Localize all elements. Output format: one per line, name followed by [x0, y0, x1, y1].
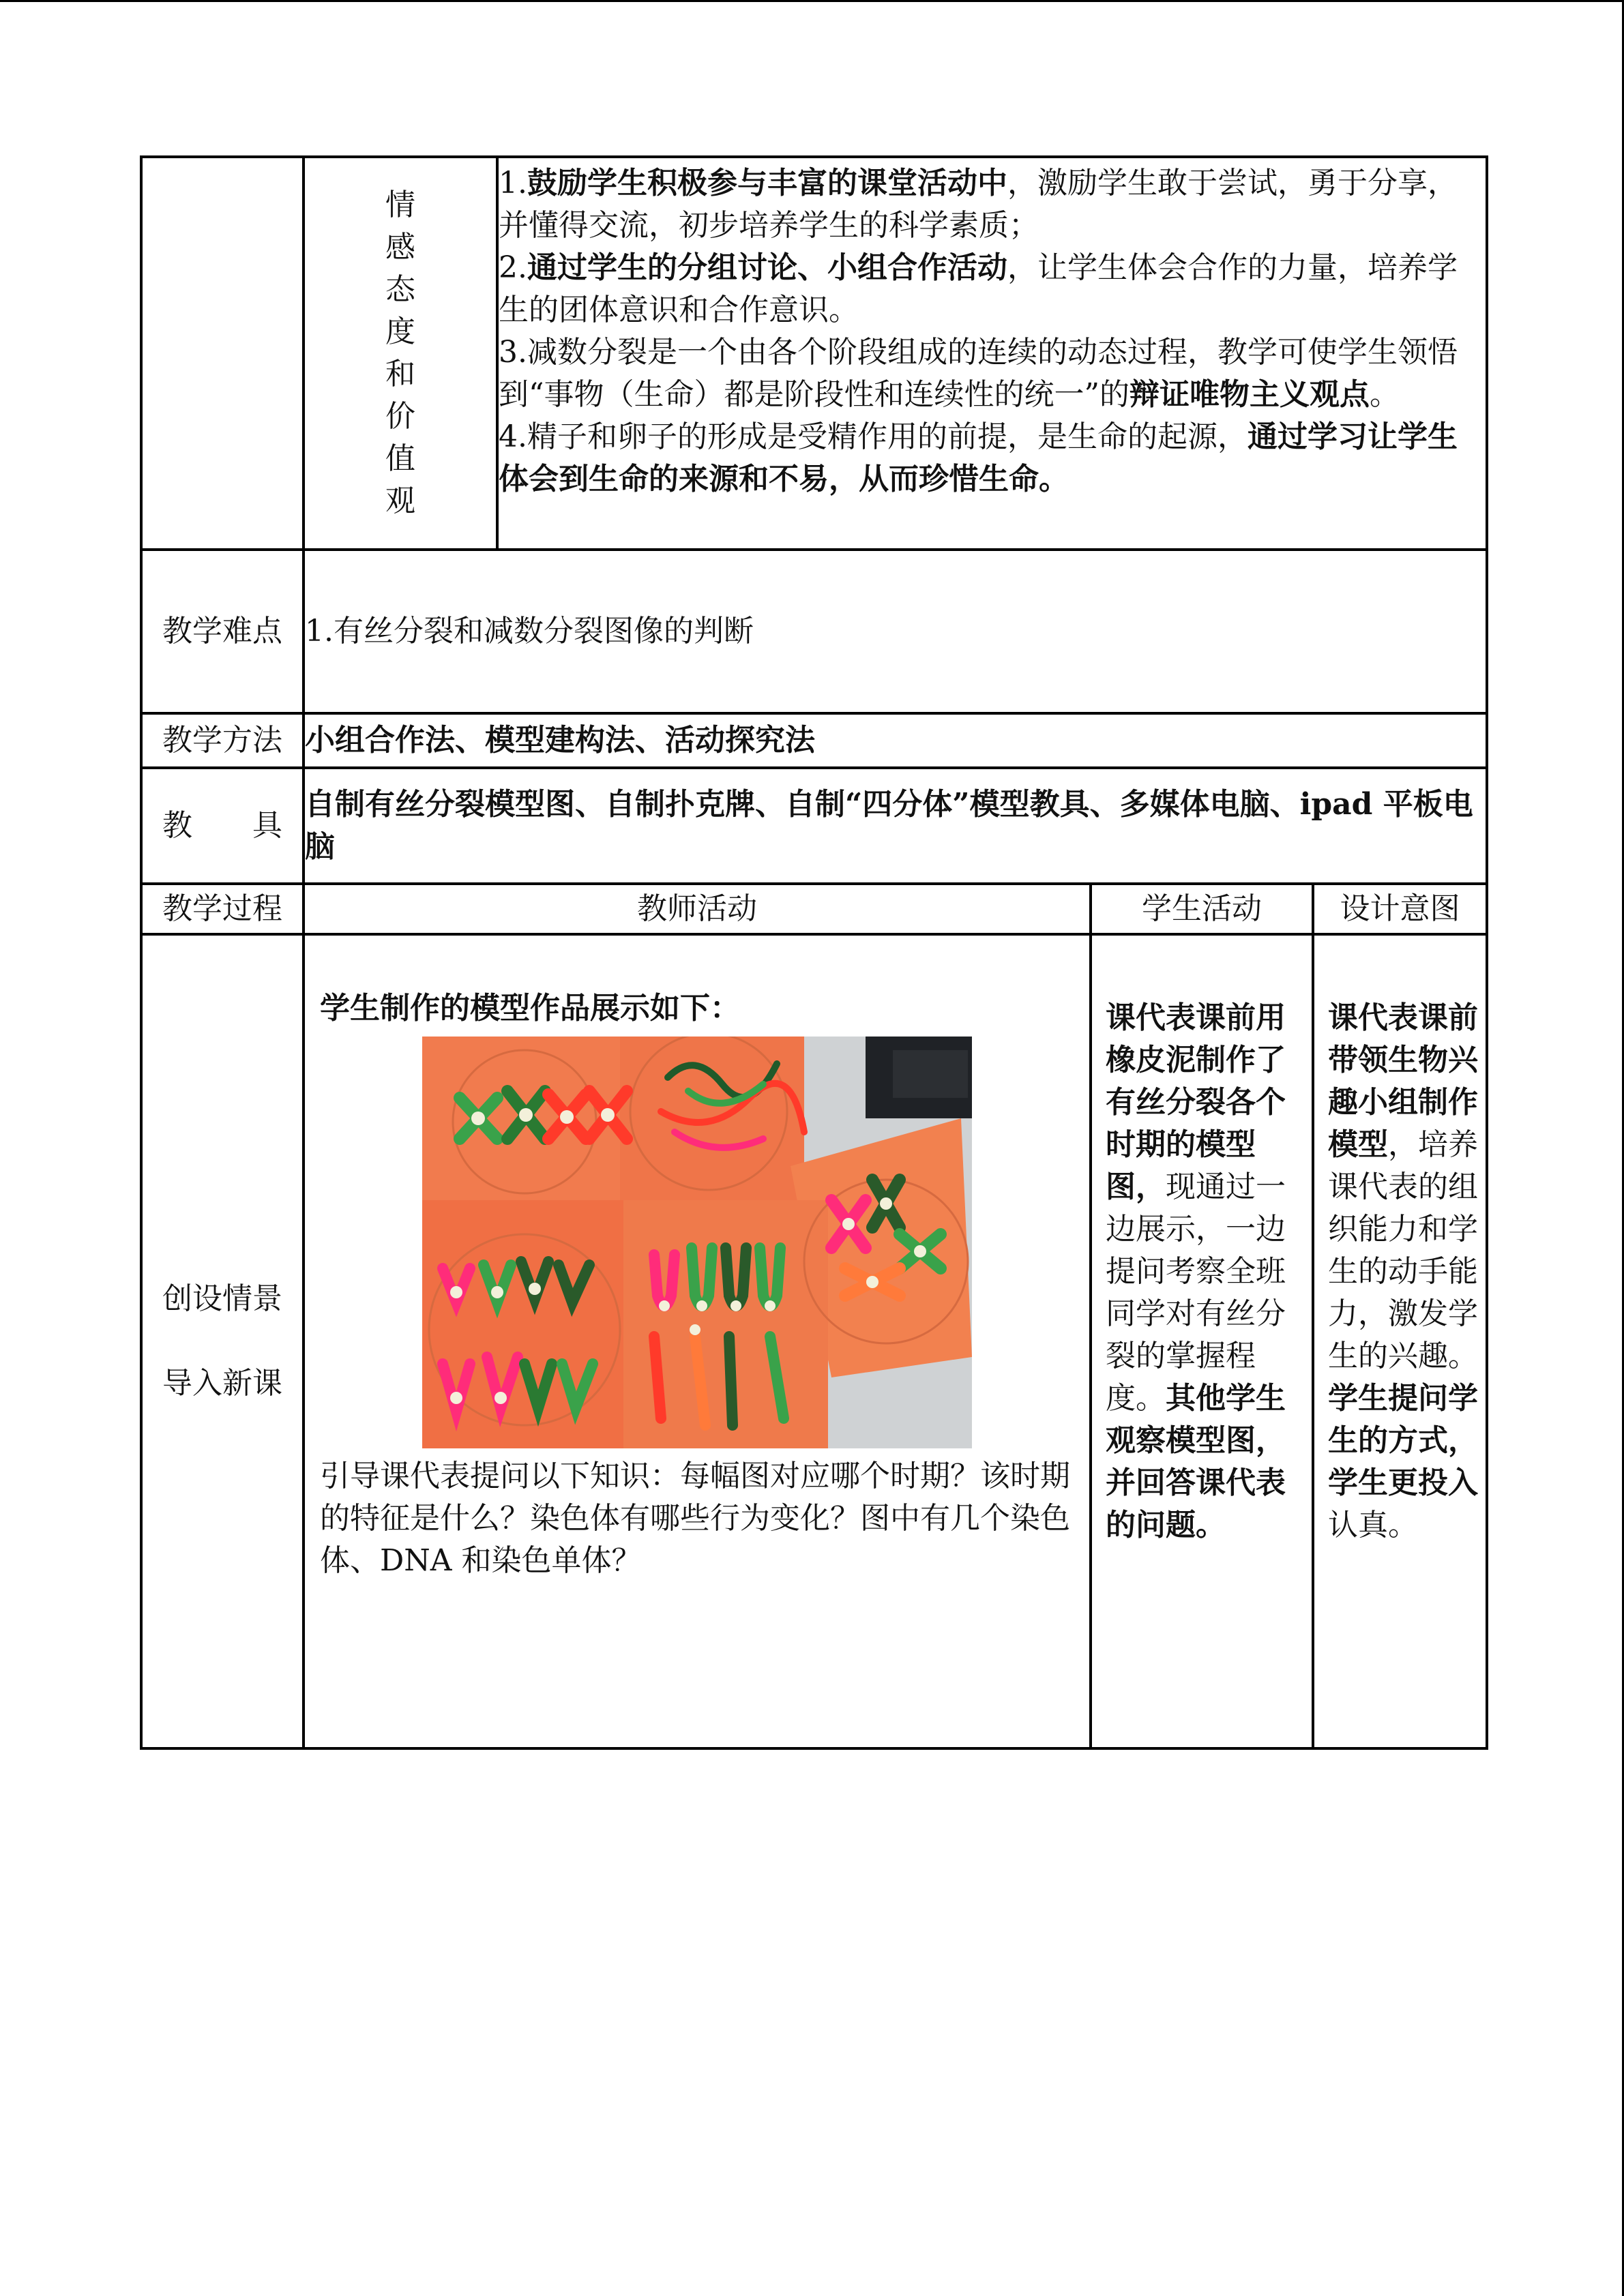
- clay-model-photo: [422, 1037, 972, 1448]
- label-char: 态: [385, 272, 415, 307]
- student-activity-text: 课代表课前用橡皮泥制作了有丝分裂各个时期的模型图，现通过一边展示，一边提问考察全班同学对有丝分裂的掌握程度。其他学生观察模型图，并回答课代表的问题。: [1106, 1000, 1286, 1542]
- process-stage-cell: [141, 934, 304, 1748]
- emotion-values-row: [141, 157, 1487, 550]
- emotion-item-3: 3.减数分裂是一个由各个阶段组成的连续的动态过程，教学可使学生领悟到“事物（生命）都是阶段性和连续性的统一”的辩证唯物主义观点。: [499, 335, 1458, 412]
- teacher-heading: 学生制作的模型作品展示如下：: [320, 991, 740, 1026]
- difficulty-row: [141, 550, 1487, 713]
- tools-row: [141, 768, 1487, 884]
- label-char: 值: [385, 441, 415, 476]
- teacher-activity-cell: [304, 934, 1091, 1748]
- emotion-empty-cell: [141, 157, 304, 550]
- label-char: 观: [385, 483, 415, 518]
- method-text: 小组合作法、模型建构法、活动探究法: [304, 713, 1487, 768]
- design-intent-text: 课代表课前带领生物兴趣小组制作模型，培养课代表的组织能力和学生的动手能力，激发学生的兴趣。学生提问学生的方式，学生更投入认真。: [1328, 1000, 1478, 1542]
- label-char: 和: [385, 357, 415, 391]
- emotion-content-cell: [497, 157, 1487, 550]
- label-char: 度: [385, 314, 415, 349]
- method-row: [141, 713, 1487, 768]
- emotion-item-1: 1.鼓励学生积极参与丰富的课堂活动中，激励学生敢于尝试，勇于分享，并懂得交流，初步培养学生的科学素质；: [499, 166, 1458, 243]
- page-top-border: [0, 0, 1624, 2]
- method-label: 教学方法: [141, 713, 304, 768]
- header-student: 学生活动: [1091, 884, 1313, 934]
- lesson-plan-table: [140, 155, 1488, 1750]
- student-activity-cell: [1091, 934, 1313, 1748]
- clay-model-photo-icon: [422, 1037, 972, 1448]
- tools-text: 自制有丝分裂模型图、自制扑克牌、自制“四分体”模型教具、多媒体电脑、ipad 平板电脑: [304, 768, 1487, 884]
- header-teacher: 教师活动: [304, 884, 1091, 934]
- header-design: 设计意图: [1313, 884, 1487, 934]
- teacher-activity-text: 引导课代表提问以下知识：每幅图对应哪个时期？该时期的特征是什么？染色体有哪些行为变化？图中有几个染色体、DNA 和染色单体？: [320, 1459, 1070, 1578]
- label-char: 情: [385, 188, 415, 222]
- tools-label: 教 具: [141, 768, 304, 884]
- stage-line-2: 导入新课: [162, 1366, 282, 1401]
- process-header-row: [141, 884, 1487, 934]
- label-char: 感: [385, 230, 415, 265]
- header-process: 教学过程: [141, 884, 304, 934]
- emotion-item-2: 2.通过学生的分组讨论、小组合作活动，让学生体会合作的力量，培养学生的团体意识和合作意识。: [499, 250, 1458, 327]
- emotion-vertical-label: [305, 184, 496, 522]
- difficulty-label: 教学难点: [141, 550, 304, 713]
- process-row: [141, 934, 1487, 1748]
- stage-line-1: 创设情景: [162, 1281, 282, 1316]
- difficulty-text: 1.有丝分裂和减数分裂图像的判断: [304, 550, 1487, 713]
- emotion-item-4: 4.精子和卵子的形成是受精作用的前提，是生命的起源，通过学习让学生体会到生命的来源和不易，从而珍惜生命。: [499, 419, 1458, 496]
- label-char: 价: [385, 399, 415, 434]
- design-intent-cell: [1313, 934, 1487, 1748]
- emotion-label-cell: [304, 157, 497, 550]
